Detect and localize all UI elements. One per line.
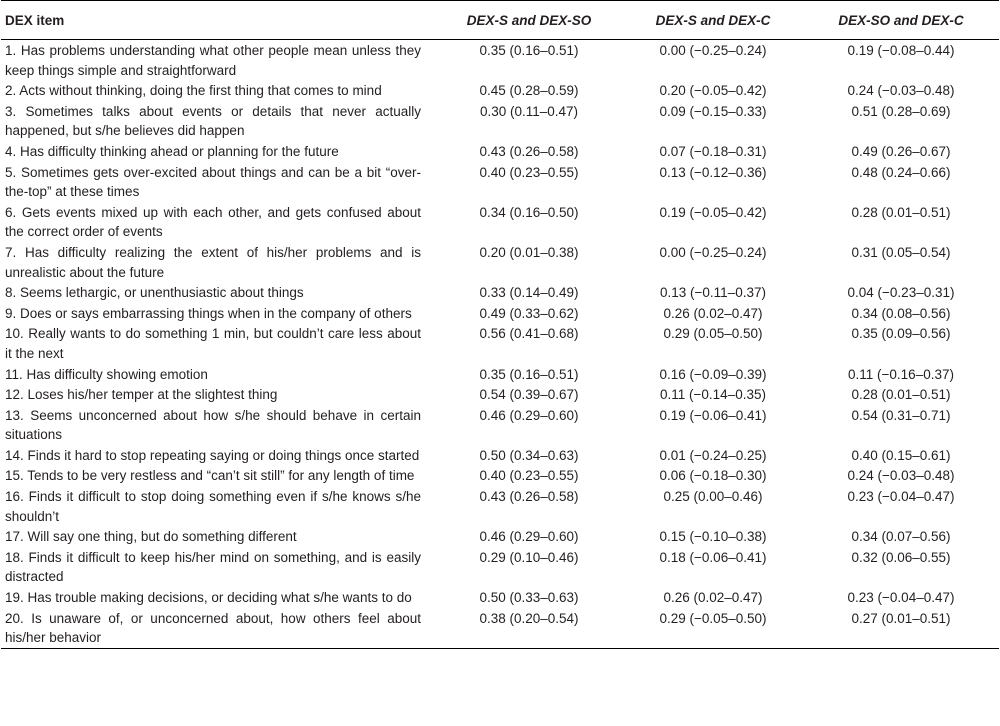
dex-s-so-value: 0.56 (0.41–0.68) bbox=[479, 326, 579, 342]
dex-s-c-value: 0.13 (−0.11–0.37) bbox=[660, 285, 766, 301]
table-row bbox=[1, 303, 999, 324]
dex-s-c-value: 0.16 (−0.09–0.39) bbox=[659, 366, 767, 382]
dex-so-c-value: 0.23 (−0.04–0.47) bbox=[847, 590, 955, 606]
dex-item-text: 10. Really wants to do something 1 min, but couldn’t care less about it the next bbox=[5, 326, 421, 361]
dex-s-so-value: 0.29 (0.10–0.46) bbox=[479, 549, 579, 565]
table-row bbox=[1, 202, 999, 242]
dex-so-c-value: 0.28 (0.01–0.51) bbox=[851, 387, 951, 403]
dex-s-c-value: 0.09 (−0.15–0.33) bbox=[659, 103, 767, 119]
table-row bbox=[1, 405, 999, 445]
dex-so-c-value: 0.23 (−0.04–0.47) bbox=[847, 489, 955, 505]
dex-s-so-value: 0.34 (0.16–0.50) bbox=[479, 204, 579, 220]
dex-item-text: 4. Has difficulty thinking ahead or planning for the future bbox=[5, 143, 339, 159]
dex-s-c-value: 0.29 (−0.05–0.50) bbox=[623, 608, 803, 649]
dex-s-c-value: 0.25 (0.00–0.46) bbox=[663, 489, 763, 505]
dex-item-text: 8. Seems lethargic, or unenthusiastic about things bbox=[5, 285, 304, 301]
dex-s-so-value: 0.50 (0.34–0.63) bbox=[479, 447, 579, 463]
dex-item-text: 1. Has problems understanding what other people mean unless they keep things simple and straightforward bbox=[5, 43, 421, 78]
dex-s-so-value: 0.46 (0.29–0.60) bbox=[479, 529, 579, 545]
dex-so-c-value: 0.32 (0.06–0.55) bbox=[851, 549, 951, 565]
dex-so-c-value: 0.11 (−0.16–0.37) bbox=[848, 366, 954, 382]
dex-so-c-value: 0.24 (−0.03–0.48) bbox=[847, 468, 955, 484]
dex-s-so-value: 0.20 (0.01–0.38) bbox=[479, 244, 579, 260]
table-row bbox=[1, 608, 999, 649]
dex-so-c-value: 0.34 (0.08–0.56) bbox=[851, 305, 951, 321]
dex-s-so-value: 0.40 (0.23–0.55) bbox=[479, 164, 579, 180]
dex-s-c-value: 0.18 (−0.06–0.41) bbox=[659, 549, 767, 565]
dex-item-text: 9. Does or says embarrassing things when in the company of others bbox=[5, 305, 412, 321]
dex-s-c-value: 0.00 (−0.25–0.24) bbox=[659, 244, 767, 260]
dex-so-c-value: 0.31 (0.05–0.54) bbox=[851, 244, 951, 260]
dex-s-so-value: 0.35 (0.16–0.51) bbox=[479, 366, 579, 382]
dex-so-c-value: 0.49 (0.26–0.67) bbox=[851, 143, 951, 159]
table-row bbox=[1, 587, 999, 608]
dex-s-c-value: 0.01 (−0.24–0.25) bbox=[659, 447, 767, 463]
table-row bbox=[1, 384, 999, 405]
table-header-row bbox=[1, 1, 999, 40]
table-row bbox=[1, 80, 999, 101]
table-body bbox=[1, 40, 999, 649]
dex-s-so-value: 0.30 (0.11–0.47) bbox=[479, 103, 579, 119]
dex-so-c-value: 0.48 (0.24–0.66) bbox=[851, 164, 951, 180]
dex-item-text: 18. Finds it difficult to keep his/her mind on something, and is easily distracted bbox=[5, 549, 421, 585]
table-row bbox=[1, 445, 999, 466]
dex-s-so-value: 0.46 (0.29–0.60) bbox=[479, 407, 579, 423]
dex-s-so-value: 0.43 (0.26–0.58) bbox=[479, 489, 579, 505]
dex-s-so-value: 0.50 (0.33–0.63) bbox=[479, 590, 579, 606]
table-row bbox=[1, 242, 999, 282]
dex-s-c-value: 0.20 (−0.05–0.42) bbox=[659, 83, 767, 99]
dex-item-text: 3. Sometimes talks about events or details that never actually happened, but s/he believes did happen bbox=[5, 103, 421, 139]
dex-s-c-value: 0.07 (−0.18–0.31) bbox=[659, 143, 767, 159]
table-row bbox=[1, 465, 999, 486]
table-row bbox=[1, 486, 999, 526]
table-row bbox=[1, 364, 999, 385]
dex-item-text: 19. Has trouble making decisions, or deciding what s/he wants to do bbox=[5, 590, 412, 606]
dex-s-c-value: 0.26 (0.02–0.47) bbox=[663, 590, 763, 606]
dex-so-c-value: 0.19 (−0.08–0.44) bbox=[847, 43, 955, 58]
dex-s-c-value: 0.15 (−0.10–0.38) bbox=[659, 529, 767, 545]
dex-s-so-value: 0.40 (0.23–0.55) bbox=[479, 468, 579, 484]
table-row bbox=[1, 526, 999, 547]
dex-so-c-value: 0.40 (0.15–0.61) bbox=[851, 447, 951, 463]
dex-s-so-value: 0.35 (0.16–0.51) bbox=[479, 43, 579, 58]
dex-s-c-value: 0.06 (−0.18–0.30) bbox=[659, 468, 767, 484]
dex-item-text: 2. Acts without thinking, doing the first thing that comes to mind bbox=[5, 83, 382, 99]
dex-s-c-value: 0.19 (−0.06–0.41) bbox=[659, 407, 767, 423]
dex-s-so-value: 0.43 (0.26–0.58) bbox=[479, 143, 579, 159]
table-row bbox=[1, 282, 999, 303]
dex-s-so-value: 0.49 (0.33–0.62) bbox=[479, 305, 579, 321]
header-dex-s-and-dex-so: DEX-S and DEX-SO bbox=[435, 1, 623, 40]
dex-item-text: 13. Seems unconcerned about how s/he should behave in certain situations bbox=[5, 407, 421, 443]
dex-so-c-value: 0.35 (0.09–0.56) bbox=[851, 326, 951, 342]
header-dex-so-and-dex-c: DEX-SO and DEX-C bbox=[803, 1, 999, 40]
dex-s-c-value: 0.29 (0.05–0.50) bbox=[663, 326, 763, 342]
dex-item-text: 20. Is unaware of, or unconcerned about, how others feel about his/her behavior bbox=[1, 608, 435, 649]
dex-s-c-value: 0.26 (0.02–0.47) bbox=[663, 305, 763, 321]
dex-so-c-value: 0.04 (−0.23–0.31) bbox=[847, 285, 955, 301]
header-dex-s-and-dex-c: DEX-S and DEX-C bbox=[623, 1, 803, 40]
dex-s-c-value: 0.13 (−0.12–0.36) bbox=[659, 164, 767, 180]
dex-item-text: 17. Will say one thing, but do something different bbox=[5, 529, 297, 545]
dex-item-text: 5. Sometimes gets over-excited about things and can be a bit “over-the-top” at these times bbox=[5, 164, 421, 200]
table-row bbox=[1, 101, 999, 141]
dex-s-c-value: 0.00 (−0.25–0.24) bbox=[659, 43, 767, 58]
dex-so-c-value: 0.51 (0.28–0.69) bbox=[851, 103, 951, 119]
dex-s-c-value: 0.11 (−0.14–0.35) bbox=[660, 387, 766, 403]
table-row bbox=[1, 162, 999, 202]
dex-s-so-value: 0.45 (0.28–0.59) bbox=[479, 83, 579, 99]
dex-s-so-value: 0.54 (0.39–0.67) bbox=[479, 387, 579, 403]
dex-item-text: 15. Tends to be very restless and “can’t sit still” for any length of time bbox=[5, 468, 415, 484]
dex-s-so-value: 0.38 (0.20–0.54) bbox=[435, 608, 623, 649]
table-row bbox=[1, 323, 999, 363]
dex-correlation-table bbox=[1, 0, 999, 649]
dex-item-text: 11. Has difficulty showing emotion bbox=[5, 366, 208, 382]
dex-so-c-value: 0.27 (0.01–0.51) bbox=[803, 608, 999, 649]
dex-item-text: 7. Has difficulty realizing the extent of his/her problems and is unrealistic about the future bbox=[5, 244, 421, 280]
dex-item-text: 16. Finds it difficult to stop doing something even if s/he knows s/he shouldn’t bbox=[5, 489, 421, 524]
dex-item-text: 12. Loses his/her temper at the slightest thing bbox=[5, 387, 278, 403]
dex-so-c-value: 0.24 (−0.03–0.48) bbox=[847, 83, 955, 99]
dex-s-c-value: 0.19 (−0.05–0.42) bbox=[659, 204, 767, 220]
table-row bbox=[1, 141, 999, 162]
dex-so-c-value: 0.28 (0.01–0.51) bbox=[851, 204, 951, 220]
header-dex-item: DEX item bbox=[1, 1, 435, 40]
dex-so-c-value: 0.34 (0.07–0.56) bbox=[851, 529, 951, 545]
table-row bbox=[1, 40, 999, 81]
dex-so-c-value: 0.54 (0.31–0.71) bbox=[851, 407, 951, 423]
dex-item-text: 6. Gets events mixed up with each other, and gets confused about the correct order of events bbox=[5, 204, 421, 240]
dex-item-text: 14. Finds it hard to stop repeating saying or doing things once started bbox=[5, 447, 420, 463]
table-row bbox=[1, 547, 999, 587]
dex-s-so-value: 0.33 (0.14–0.49) bbox=[479, 285, 579, 301]
